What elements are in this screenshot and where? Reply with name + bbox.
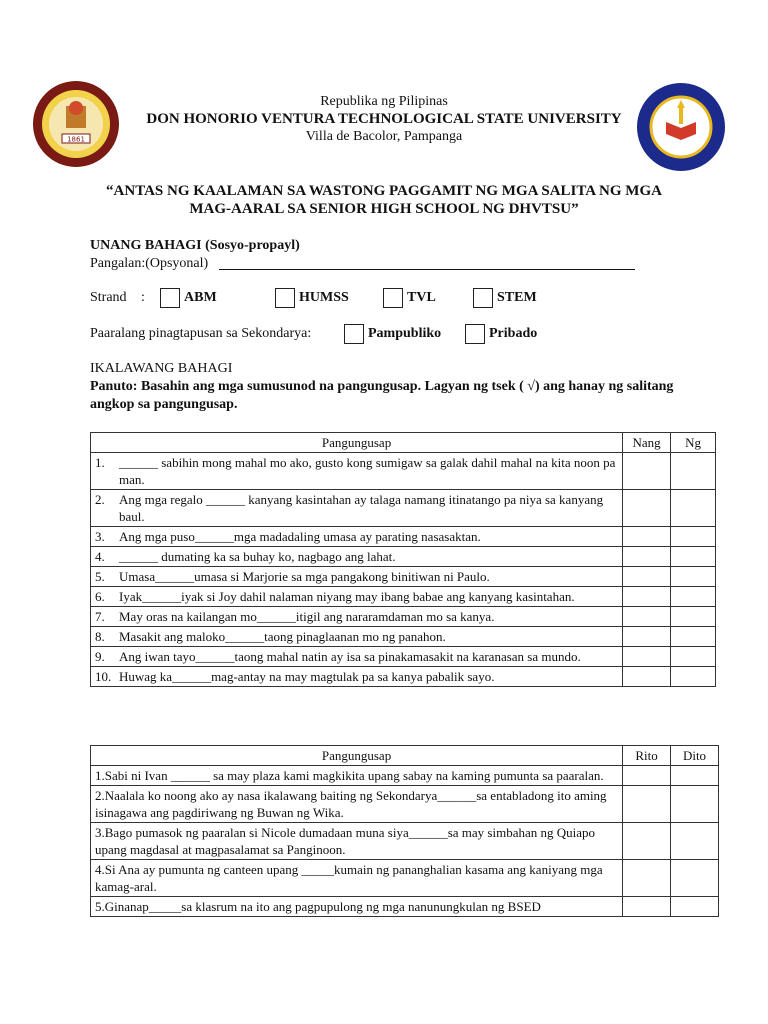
rito-answer-cell[interactable] bbox=[623, 766, 671, 786]
survey-title-line1: “ANTAS NG KAALAMAN SA WASTONG PAGGAMIT NG MGA SALITA NG MGA bbox=[106, 183, 662, 199]
table-row bbox=[91, 527, 716, 547]
table-header-row bbox=[91, 746, 719, 766]
sentence-cell bbox=[91, 453, 623, 490]
item-number: 8. bbox=[95, 629, 105, 644]
sentence-text: Ang mga puso______mga madadaling umasa ay parating nasasaktan. bbox=[119, 529, 481, 544]
nang-answer-cell[interactable] bbox=[623, 490, 671, 527]
rito-answer-cell[interactable] bbox=[623, 786, 671, 823]
university-location: Villa de Bacolor, Pampanga bbox=[305, 129, 463, 144]
school-option-private[interactable] bbox=[465, 324, 537, 344]
sentence-text: Iyak______iyak si Joy dahil nalaman niyang may ibang babae ang kanyang kasintahan. bbox=[119, 589, 575, 604]
ng-answer-cell[interactable] bbox=[671, 547, 716, 567]
strand-label: Strand bbox=[90, 290, 127, 305]
part2-instructions: Panuto: Basahin ang mga sumusunod na pangungusap. Lagyan ng tsek ( √) ang hanay ng salitang angkop sa pangungusap. bbox=[90, 379, 674, 412]
column-header-nang: Nang bbox=[623, 433, 671, 453]
table-header-row bbox=[91, 433, 716, 453]
item-number: 4. bbox=[95, 549, 105, 564]
sentence-cell bbox=[91, 786, 623, 823]
school-option-public[interactable] bbox=[344, 324, 441, 344]
strand-option-tvl[interactable] bbox=[383, 288, 436, 308]
ng-answer-cell[interactable] bbox=[671, 587, 716, 607]
ng-answer-cell[interactable] bbox=[671, 527, 716, 547]
sentence-cell bbox=[91, 897, 623, 917]
abm-checkbox[interactable] bbox=[160, 288, 180, 308]
humss-label: HUMSS bbox=[299, 290, 349, 305]
rito-answer-cell[interactable] bbox=[623, 897, 671, 917]
name-input-line[interactable] bbox=[219, 269, 635, 270]
public-checkbox[interactable] bbox=[344, 324, 364, 344]
table-row bbox=[91, 453, 716, 490]
item-number: 5. bbox=[95, 569, 105, 584]
dito-answer-cell[interactable] bbox=[671, 786, 719, 823]
private-checkbox[interactable] bbox=[465, 324, 485, 344]
sentence-text: Huwag ka______mag-antay na may magtulak pa sa kanya pabalik sayo. bbox=[119, 669, 495, 684]
sentence-cell bbox=[91, 490, 623, 527]
sentence-text: Ang mga regalo ______ kanyang kasintahan ay talaga namang itinatango pa niya sa kanyang baul. bbox=[119, 492, 604, 524]
nang-answer-cell[interactable] bbox=[623, 607, 671, 627]
name-label: Pangalan:(Opsyonal) bbox=[90, 256, 209, 271]
sentence-text: Umasa______umasa si Marjorie sa mga pangakong binitiwan ni Paulo. bbox=[119, 569, 490, 584]
item-number: 3. bbox=[95, 529, 105, 544]
nang-answer-cell[interactable] bbox=[623, 667, 671, 687]
seal-year: 1861 bbox=[67, 135, 85, 144]
ng-answer-cell[interactable] bbox=[671, 627, 716, 647]
republic-line: Republika ng Pilipinas bbox=[320, 94, 448, 109]
dito-answer-cell[interactable] bbox=[671, 823, 719, 860]
ng-answer-cell[interactable] bbox=[671, 490, 716, 527]
sentence-text: ______ sabihin mong mahal mo ako, gusto kong sumigaw sa galak dahil mahal na kita noon pa man. bbox=[119, 455, 616, 487]
table-row bbox=[91, 897, 719, 917]
sentence-cell bbox=[91, 860, 623, 897]
item-number: 1. bbox=[95, 455, 105, 470]
sentence-cell bbox=[91, 647, 623, 667]
sentence-text: Masakit ang maloko______taong pinaglaanan mo ng panahon. bbox=[119, 629, 446, 644]
tvl-label: TVL bbox=[407, 290, 436, 305]
sentence-text: 2.Naalala ko noong ako ay nasa ikalawang baiting ng Sekondarya______sa entabladong ito aming isinagawa ang pagdiriwang ng Buwan ng Wika. bbox=[95, 788, 607, 820]
sentence-cell bbox=[91, 607, 623, 627]
ng-answer-cell[interactable] bbox=[671, 647, 716, 667]
survey-title-line2: MAG-AARAL SA SENIOR HIGH SCHOOL NG DHVTSU” bbox=[189, 201, 579, 217]
ng-answer-cell[interactable] bbox=[671, 567, 716, 587]
table-row bbox=[91, 766, 719, 786]
abm-label: ABM bbox=[184, 290, 217, 305]
dito-answer-cell[interactable] bbox=[671, 897, 719, 917]
sentence-text: 5.Ginanap_____sa klasrum na ito ang pagpupulong ng mga nanunungkulan ng BSED bbox=[95, 899, 541, 914]
column-header-sentence: Pangungusap bbox=[91, 433, 623, 453]
table-row bbox=[91, 567, 716, 587]
sentence-cell bbox=[91, 627, 623, 647]
dito-answer-cell[interactable] bbox=[671, 860, 719, 897]
ng-answer-cell[interactable] bbox=[671, 667, 716, 687]
ng-answer-cell[interactable] bbox=[671, 453, 716, 490]
sentence-text: 4.Si Ana ay pumunta ng canteen upang _____kumain ng pananghalian kasama ang kaniyang mga kamag-aral. bbox=[95, 862, 603, 894]
sentence-cell bbox=[91, 587, 623, 607]
dito-answer-cell[interactable] bbox=[671, 766, 719, 786]
sentence-cell bbox=[91, 567, 623, 587]
table-row bbox=[91, 667, 716, 687]
nang-answer-cell[interactable] bbox=[623, 547, 671, 567]
stem-label: STEM bbox=[497, 290, 537, 305]
part1-heading: UNANG BAHAGI (Sosyo-propayl) bbox=[90, 238, 300, 253]
sentence-text: May oras na kailangan mo______itigil ang nararamdaman mo sa kanya. bbox=[119, 609, 495, 624]
column-header-rito: Rito bbox=[623, 746, 671, 766]
sentence-text: ______ dumating ka sa buhay ko, nagbago ang lahat. bbox=[119, 549, 396, 564]
nang-answer-cell[interactable] bbox=[623, 527, 671, 547]
item-number: 10. bbox=[95, 669, 112, 684]
public-label: Pampubliko bbox=[368, 326, 442, 341]
strand-option-humss[interactable] bbox=[275, 288, 349, 308]
strand-option-stem[interactable] bbox=[473, 288, 537, 308]
table-row bbox=[91, 490, 716, 527]
sentence-cell bbox=[91, 823, 623, 860]
sentence-text: 1.Sabi ni Ivan ______ sa may plaza kami magkikita upang sabay na kaming pumunta sa paaralan. bbox=[95, 768, 604, 783]
rito-dito-table bbox=[90, 745, 719, 917]
nang-answer-cell[interactable] bbox=[623, 627, 671, 647]
sentence-cell bbox=[91, 766, 623, 786]
strand-colon: : bbox=[141, 290, 145, 305]
rito-answer-cell[interactable] bbox=[623, 823, 671, 860]
item-number: 7. bbox=[95, 609, 105, 624]
sentence-text: Ang iwan tayo______taong mahal natin ay isa sa pinakamasakit na karanasan sa mundo. bbox=[119, 649, 581, 664]
ng-answer-cell[interactable] bbox=[671, 607, 716, 627]
university-name: DON HONORIO VENTURA TECHNOLOGICAL STATE UNIVERSITY bbox=[146, 111, 622, 127]
private-label: Pribado bbox=[489, 326, 538, 341]
table-row bbox=[91, 647, 716, 667]
table-row bbox=[91, 627, 716, 647]
nang-answer-cell[interactable] bbox=[623, 567, 671, 587]
stem-checkbox[interactable] bbox=[473, 288, 493, 308]
column-header-sentence: Pangungusap bbox=[91, 746, 623, 766]
table-row bbox=[91, 607, 716, 627]
part2-heading: IKALAWANG BAHAGI bbox=[90, 361, 233, 376]
item-number: 6. bbox=[95, 589, 105, 604]
humss-checkbox[interactable] bbox=[275, 288, 295, 308]
item-number: 9. bbox=[95, 649, 105, 664]
tvl-checkbox[interactable] bbox=[383, 288, 403, 308]
sentence-text: 3.Bago pumasok ng paaralan si Nicole dumadaan muna siya______sa may simbahan ng Quiapo upang magdasal at magpasalamat sa Panginoon. bbox=[95, 825, 596, 857]
nang-ng-table bbox=[90, 432, 716, 687]
sentence-cell bbox=[91, 547, 623, 567]
table-row bbox=[91, 786, 719, 823]
rito-answer-cell[interactable] bbox=[623, 860, 671, 897]
table-row bbox=[91, 587, 716, 607]
nang-answer-cell[interactable] bbox=[623, 453, 671, 490]
item-number: 2. bbox=[95, 492, 105, 507]
sentence-cell bbox=[91, 527, 623, 547]
nang-answer-cell[interactable] bbox=[623, 647, 671, 667]
strand-option-abm[interactable] bbox=[160, 288, 217, 308]
nang-answer-cell[interactable] bbox=[623, 587, 671, 607]
column-header-dito: Dito bbox=[671, 746, 719, 766]
sentence-cell bbox=[91, 667, 623, 687]
table-row bbox=[91, 860, 719, 897]
table-row bbox=[91, 823, 719, 860]
school-type-label: Paaralang pinagtapusan sa Sekondarya: bbox=[90, 326, 312, 341]
column-header-ng: Ng bbox=[671, 433, 716, 453]
table-row bbox=[91, 547, 716, 567]
